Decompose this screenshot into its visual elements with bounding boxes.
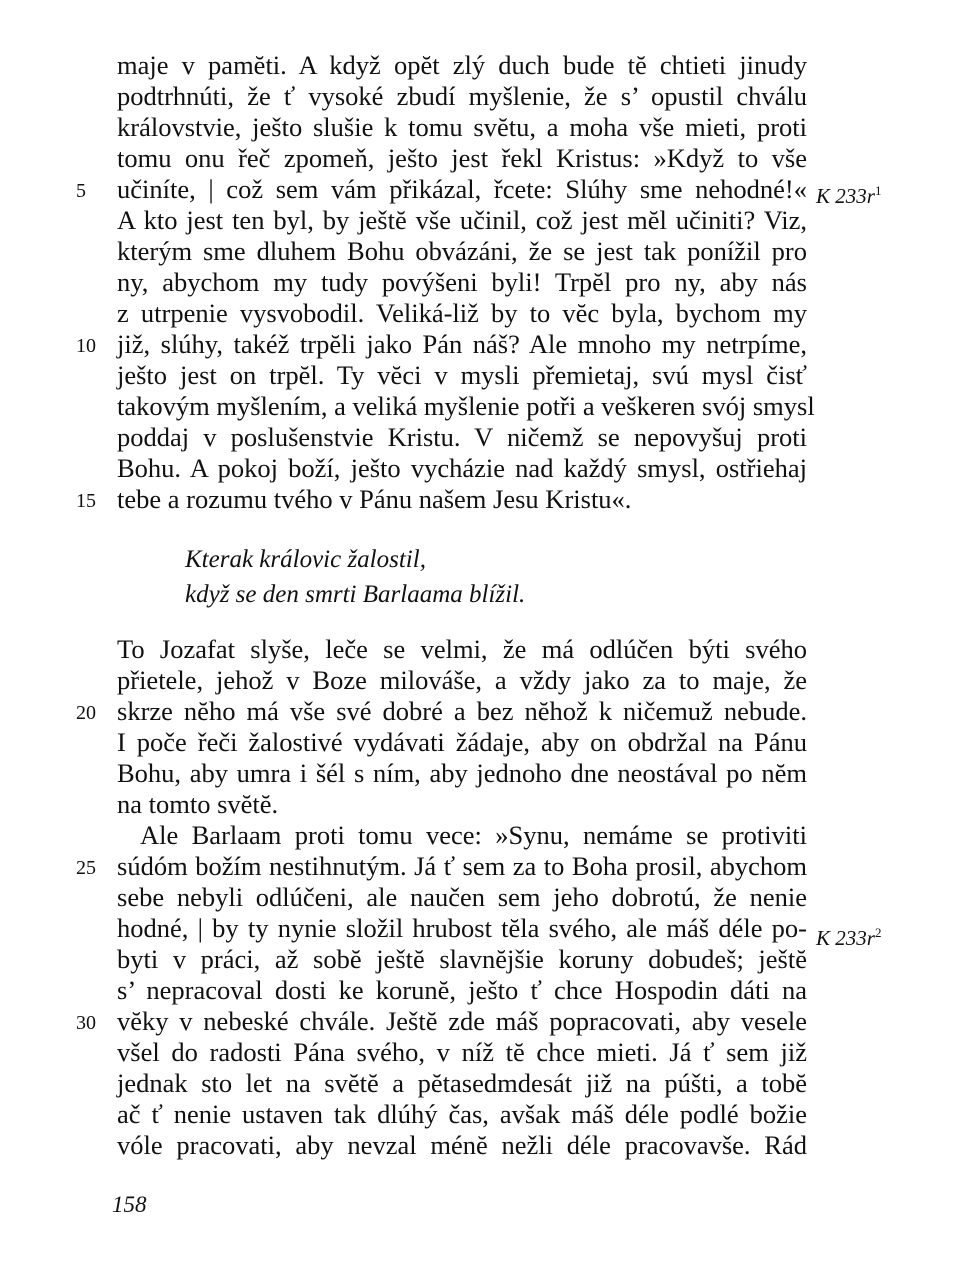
margin-folio-label: K 233r xyxy=(816,184,875,208)
heading-line-2: když se den smrti Barlaama blížil. xyxy=(185,581,526,608)
text-line: s’ nepracoval dosti ke korunĕ, ješto ť chce Hospodin dáti na xyxy=(117,975,807,1005)
text-line: sebe nebyli odlúčeni, ale naučen sem jeho dobrotú, že nenie xyxy=(117,882,807,912)
text-line: tomu onu řeč zpomeň, ješto jest řekl Kristus: »Když to vše xyxy=(117,143,807,173)
line-number: 10 xyxy=(76,335,96,357)
text-line: podtrhnúti, že ť vysoké zbudí myšlenie, že s’ opustil chválu xyxy=(117,81,807,111)
text-line: vĕky v nebeské chvále. Ještĕ zde máš popracovati, aby vesele xyxy=(117,1006,807,1036)
heading-line-1: Kterak královic žalostil, xyxy=(185,546,426,573)
line-number: 25 xyxy=(76,857,96,879)
page-number: 158 xyxy=(112,1192,147,1217)
text-line: súdóm božím nestihnutým. Já ť sem za to Boha prosil, abychom xyxy=(117,851,807,881)
text-line: na tomto svĕtĕ. xyxy=(117,789,279,819)
line-number: 5 xyxy=(76,180,86,202)
text-line: To Jozafat slyše, leče se velmi, že má odlúčen býti svého xyxy=(117,634,807,664)
text-line: z utrpenie vysvobodil. Veliká-liž by to vĕc byla, bychom my xyxy=(117,298,807,328)
line-number: 30 xyxy=(76,1012,96,1034)
text-line: všel do radosti Pána svého, v níž tĕ chce mieti. Já ť sem již xyxy=(117,1037,807,1067)
line-number: 20 xyxy=(76,702,96,724)
margin-folio-reference xyxy=(816,176,881,206)
text-line: byti v práci, až sobĕ ještĕ slavnĕjšie koruny dobudeš; ještĕ xyxy=(117,944,807,974)
text-line: tebe a rozumu tvého v Pánu našem Jesu Kristu«. xyxy=(117,484,632,514)
text-line: jednak sto let na svĕtĕ a pĕtasedmdesát již na púšti, a tobĕ xyxy=(117,1068,807,1098)
text-line: Bohu. A pokoj boží, ješto vycházie nad každý smysl, ostřiehaj xyxy=(117,453,807,483)
text-line: královstvie, ješto slušie k tomu svĕtu, a moha vše mieti, proti xyxy=(117,112,807,142)
text-line: ny, abychom my tudy povýšeni byli! Trpĕl pro ny, aby nás xyxy=(117,267,807,297)
text-line: maje v pamĕti. A když opĕt zlý duch bude tĕ chtieti jinudy xyxy=(117,50,807,80)
text-line: I poče řeči žalostivé vydávati žádaje, aby on obdržal na Pánu xyxy=(117,727,807,757)
text-line: hodné, | by ty nynie složil hrubost tĕla svého, ale máš déle po- xyxy=(117,913,807,943)
text-line: kterým sme dluhem Bohu obvázáni, že se jest tak ponížil pro xyxy=(117,236,807,266)
text-line: poddaj v poslušenstvie Kristu. V ničemž se nepovyšuj proti xyxy=(117,422,807,452)
margin-folio-sup: 1 xyxy=(874,183,882,198)
margin-folio-label: K 233r xyxy=(816,926,875,950)
text-line: Ale Barlaam proti tomu vece: »Synu, nemáme se protiviti xyxy=(140,820,807,850)
margin-folio-reference xyxy=(816,918,881,948)
text-line: takovým myšlením, a veliká myšlenie potři a veškeren svój smysl xyxy=(117,391,815,421)
text-line: A kto jest ten byl, by ještĕ vše učinil, což jest mĕl učiniti? Viz, xyxy=(117,205,807,235)
text-line: ač ť nenie ustaven tak dlúhý čas, avšak máš déle podlé božie xyxy=(117,1099,807,1129)
line-number: 15 xyxy=(76,490,96,512)
text-line: vóle pracovati, aby nevzal ménĕ nežli déle pracovavše. Rád xyxy=(117,1130,807,1160)
text-line: učiníte, | což sem vám přikázal, řcete: Slúhy sme nehodné!« xyxy=(117,174,807,204)
text-line: ješto jest on trpĕl. Ty vĕci v mysli přemietaj, svú mysl čisť xyxy=(117,360,807,390)
text-line: již, slúhy, takéž trpĕli jako Pán náš? Ale mnoho my netrpíme, xyxy=(117,329,807,359)
text-line: Bohu, aby umra i šél s ním, aby jednoho dne neostával po nĕm xyxy=(117,758,807,788)
text-line: skrze nĕho má vše své dobré a bez nĕhož k ničemuž nebude. xyxy=(117,696,807,726)
margin-folio-sup: 2 xyxy=(874,925,882,940)
text-line: přietele, jehož v Boze milováše, a vždy jako za to maje, že xyxy=(117,665,807,695)
